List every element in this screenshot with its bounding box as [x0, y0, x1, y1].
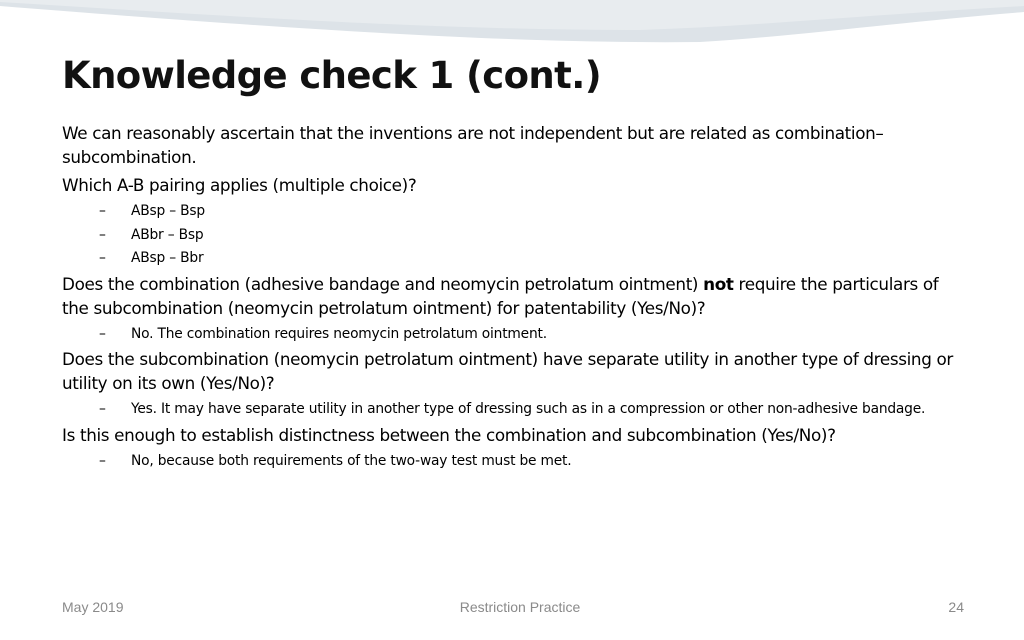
question-3: Does the subcombination (neomycin petrolatum ointment) have separate utility in another type of dressing or utility on its own (Yes/No)?	[62, 349, 953, 393]
footer-date: May 2019	[62, 599, 124, 615]
header-decoration	[0, 0, 1024, 48]
emphasis-not: not	[703, 273, 734, 294]
page-number: 24	[948, 599, 964, 615]
option-2: – ABbr – Bsp	[62, 225, 967, 246]
option-1: – ABsp – Bsp	[62, 201, 967, 222]
answer-2: – No. The combination requires neomycin petrolatum ointment.	[62, 324, 967, 345]
dash-bullet: –	[99, 452, 106, 469]
question-2: Does the combination (adhesive bandage and neomycin petrolatum ointment) not require the particulars of the subcombination (neomycin petrolatum ointment) for patentability (Yes/No)?	[62, 273, 939, 318]
answer-3: – Yes. It may have separate utility in another type of dressing such as in a compression or other non-adhesive bandage.	[62, 399, 967, 420]
dash-bullet: –	[99, 250, 106, 266]
intro-paragraph: We can reasonably ascertain that the inventions are not independent but are related as combination–subcombination.	[62, 123, 884, 167]
dash-bullet: –	[99, 226, 106, 243]
question-4: Is this enough to establish distinctness between the combination and subcombination (Yes/No)?	[62, 424, 836, 445]
dash-bullet: –	[99, 401, 106, 417]
option-3: – ABsp – Bbr	[62, 248, 967, 269]
footer-title: Restriction Practice	[459, 599, 581, 615]
question-1: Which A-B pairing applies (multiple choice)?	[62, 175, 417, 195]
answer-4: – No, because both requirements of the two-way test must be met.	[62, 451, 967, 472]
slide-title: Knowledge check 1 (cont.)	[62, 54, 602, 97]
slide-body	[62, 121, 967, 474]
dash-bullet: –	[99, 203, 106, 219]
dash-bullet: –	[99, 325, 106, 342]
